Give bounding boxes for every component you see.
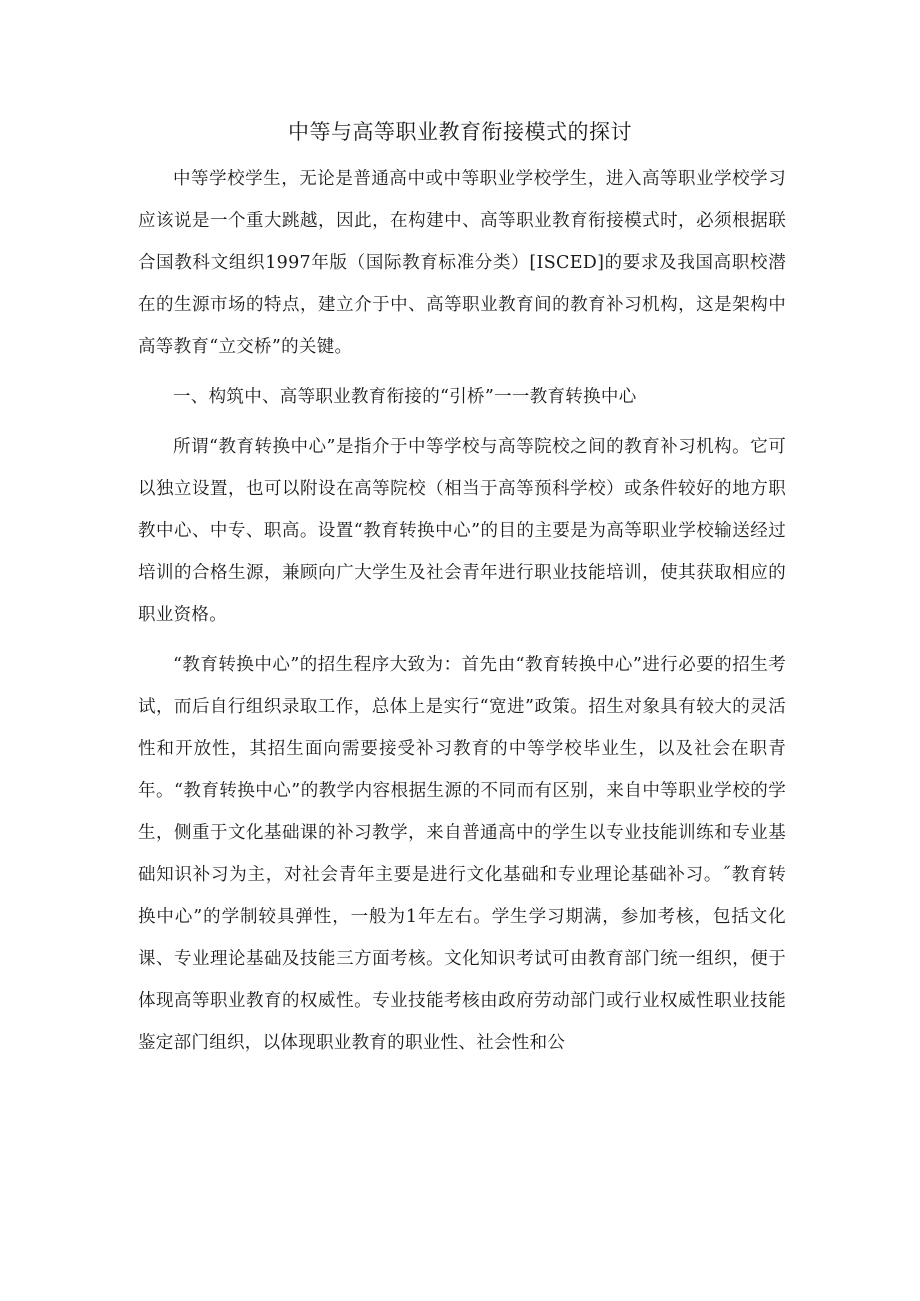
- paragraph-enrollment: “教育转换中心”的招生程序大致为：首先由“教育转换中心”进行必要的招生考试，而后自行组织录取工作，总体上是实行“宽进”政策。招生对象具有较大的灵活性和开放性，其招生面向需要接受补习教育的中等学校毕业生，以及社会在职青年。“教育转换中心”的教学内容根据生源的不同而有区别，来自中等职业学校的学生，侧重于文化基础课的补习教学，来自普通高中的学生以专业技能训练和专业基础知识补习为主，对社会青年主要是进行文化基础和专业理论基础补习。˝教育转换中心”的学制较具弹性，一般为1年左右。学生学习期满，参加考核，包括文化课、专业理论基础及技能三方面考核。文化知识考试可由教育部门统一组织，便于体现高等职业教育的权威性。专业技能考核由政府劳动部门或行业权威性职业技能鉴定部门组织，以体现职业教育的职业性、社会性和公: [138, 655, 786, 1053]
- paragraph-intro: 中等学校学生，无论是普通高中或中等职业学校学生，进入高等职业学校学习应该说是一个重大跳越，因此，在构建中、高等职业教育衔接模式时，必须根据联合国教科文组织1997年版（国际教育标准分类）[ISCED]的要求及我国高职校潜在的生源市场的特点，建立介于中、高等职业教育间的教育补习机构，这是架构中高等教育“立交桥”的关键。: [138, 169, 786, 357]
- document-title: 中等与高等职业教育衔接模式的探讨: [288, 120, 632, 144]
- section-heading: 一、构筑中、高等职业教育衔接的“引桥”一一教育转换中心: [173, 387, 637, 407]
- document-body: [138, 158, 786, 1064]
- paragraph-definition: 所谓“教育转换中心”是指介于中等学校与高等院校之间的教育补习机构。它可以独立设置，也可以附设在高等院校（相当于高等预科学校）或条件较好的地方职教中心、中专、职高。设置“教育转换中心”的目的主要是为高等职业学校输送经过培训的合格生源，兼顾向广大学生及社会青年进行职业技能培训，使其获取相应的职业资格。: [138, 437, 786, 625]
